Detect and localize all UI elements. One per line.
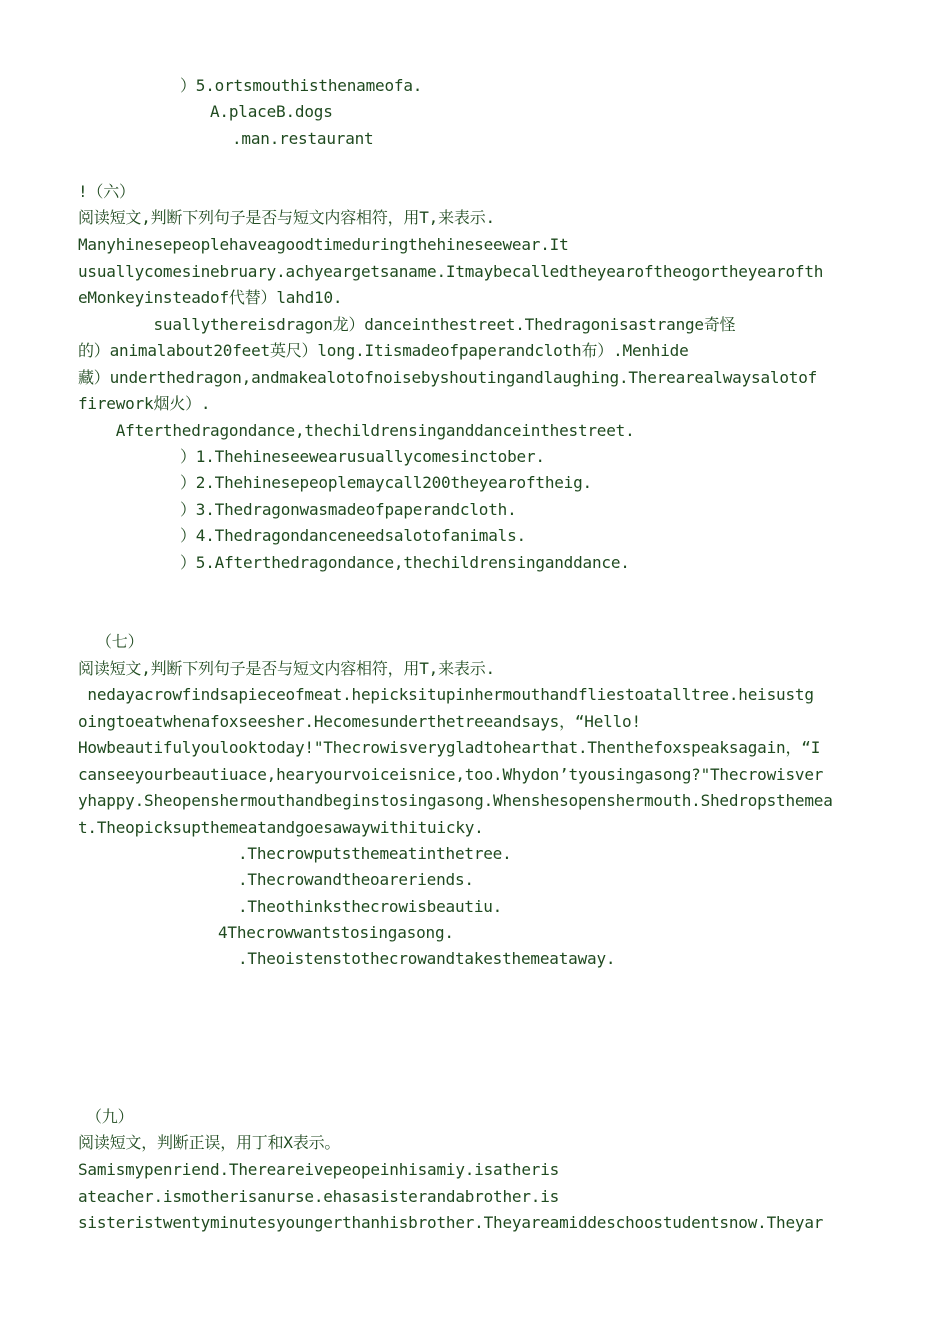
s6-passage-line: 藏）underthedragon,andmakealotofnoisebyshoutingandlaughing.Therearealwaysalotof [78, 367, 818, 387]
s6-passage-line: suallythereisdragon龙）danceinthestreet.Thedragonisastrange奇怪 [78, 314, 736, 334]
s6-question-2: ）2.Thehinesepeoplemaycall200theyearoftheig. [180, 473, 592, 492]
s6-passage-line: Afterthedragondance,thechildrensinganddanceinthestreet. [78, 420, 635, 440]
s6-passage [78, 232, 883, 444]
s6-question-5: ）5.Afterthedragondance,thechildrensinganddance. [180, 553, 630, 572]
s9-passage-line: ateacher.ismotherisanurse.ehasasisterandabrother.is [78, 1186, 560, 1206]
s9-passage-line: sisteristwentyminutesyoungerthanhisbrother.Theyareamiddeschoostudentsnow.Theyar [78, 1213, 824, 1232]
s9-instruction: 阅读短文，判断正误，用丁和X表示。 [78, 1133, 341, 1152]
s6-question-4: ）4.Thedragondanceneedsalotofanimals. [180, 526, 526, 545]
s5-options-cd: .man.restaurant [232, 129, 374, 148]
s7-passage-line: yhappy.Sheopenshermouthandbeginstosingasong.Whenshesopenshermouth.Shedropsthemea [78, 791, 833, 810]
s6-passage-line: Manyhinesepeoplehaveagoodtimeduringthehineseewear.It [78, 235, 569, 254]
s6-passage-line: eMonkeyinsteadof代替）lahd10. [78, 288, 343, 307]
s9-passage-line: Samismypenriend.Thereareivepeopeinhisamiy.isatheris [78, 1160, 560, 1179]
s7-passage-line: canseeyourbeautiuace,hearyourvoiceisnice,too.Whydon’tyousingasong?"Thecrowisver [78, 764, 824, 784]
s7-question-4: 4Thecrowwantstosingasong. [218, 923, 454, 942]
s7-heading: （七） [96, 632, 144, 651]
s7-question-5: .Theoistenstothecrowandtakesthemeataway. [238, 949, 616, 968]
s5-options-ab: A.placeB.dogs [210, 102, 333, 121]
s6-question-3: ）3.Thedragonwasmadeofpaperandcloth. [180, 500, 517, 519]
s6-passage-line: usuallycomesinebruary.achyeargetsaname.Itmaybecalledtheyearoftheogortheyearofth [78, 261, 824, 281]
s7-passage-line: nedayacrowfindsapieceofmeat.hepicksitupinhermouthandfliestoatalltree.heisustg [78, 685, 814, 704]
s7-passage-line: t.Theopicksupthemeatandgoesawaywithituicky. [78, 817, 484, 837]
s6-question-1: ）1.Thehineseewearusuallycomesinctober. [180, 447, 545, 466]
s5-question-5: ）5.ortsmouthisthenameofa. [180, 76, 423, 95]
s6-heading: !（六） [78, 182, 135, 201]
s7-passage-line: oingtoeatwhenafoxseesher.Hecomesunderthetreeandsays，“Hello! [78, 711, 641, 731]
s9-heading: （九） [86, 1107, 134, 1126]
s6-passage-line: firework烟火）. [78, 394, 211, 413]
s7-question-3: .Theothinksthecrowisbeautiu. [238, 897, 503, 916]
s6-passage-line: 的）animalabout20feet英尺）long.Itismadeofpaperandcloth布）.Menhide [78, 341, 689, 360]
s7-question-2: .Thecrowandtheoareriends. [238, 870, 474, 889]
s7-passage [78, 682, 883, 841]
s6-instruction: 阅读短文,判断下列句子是否与短文内容相符，用T,来表示. [78, 208, 495, 227]
s7-passage-line: Howbeautifulyoulooktoday!"Thecrowisverygladtohearthat.Thenthefoxspeaksagain，“I [78, 738, 821, 757]
s7-question-1: .Thecrowputsthemeatinthetree. [238, 844, 512, 863]
s7-instruction: 阅读短文,判断下列句子是否与短文内容相符，用T,来表示. [78, 659, 495, 678]
s9-passage [78, 1157, 883, 1237]
